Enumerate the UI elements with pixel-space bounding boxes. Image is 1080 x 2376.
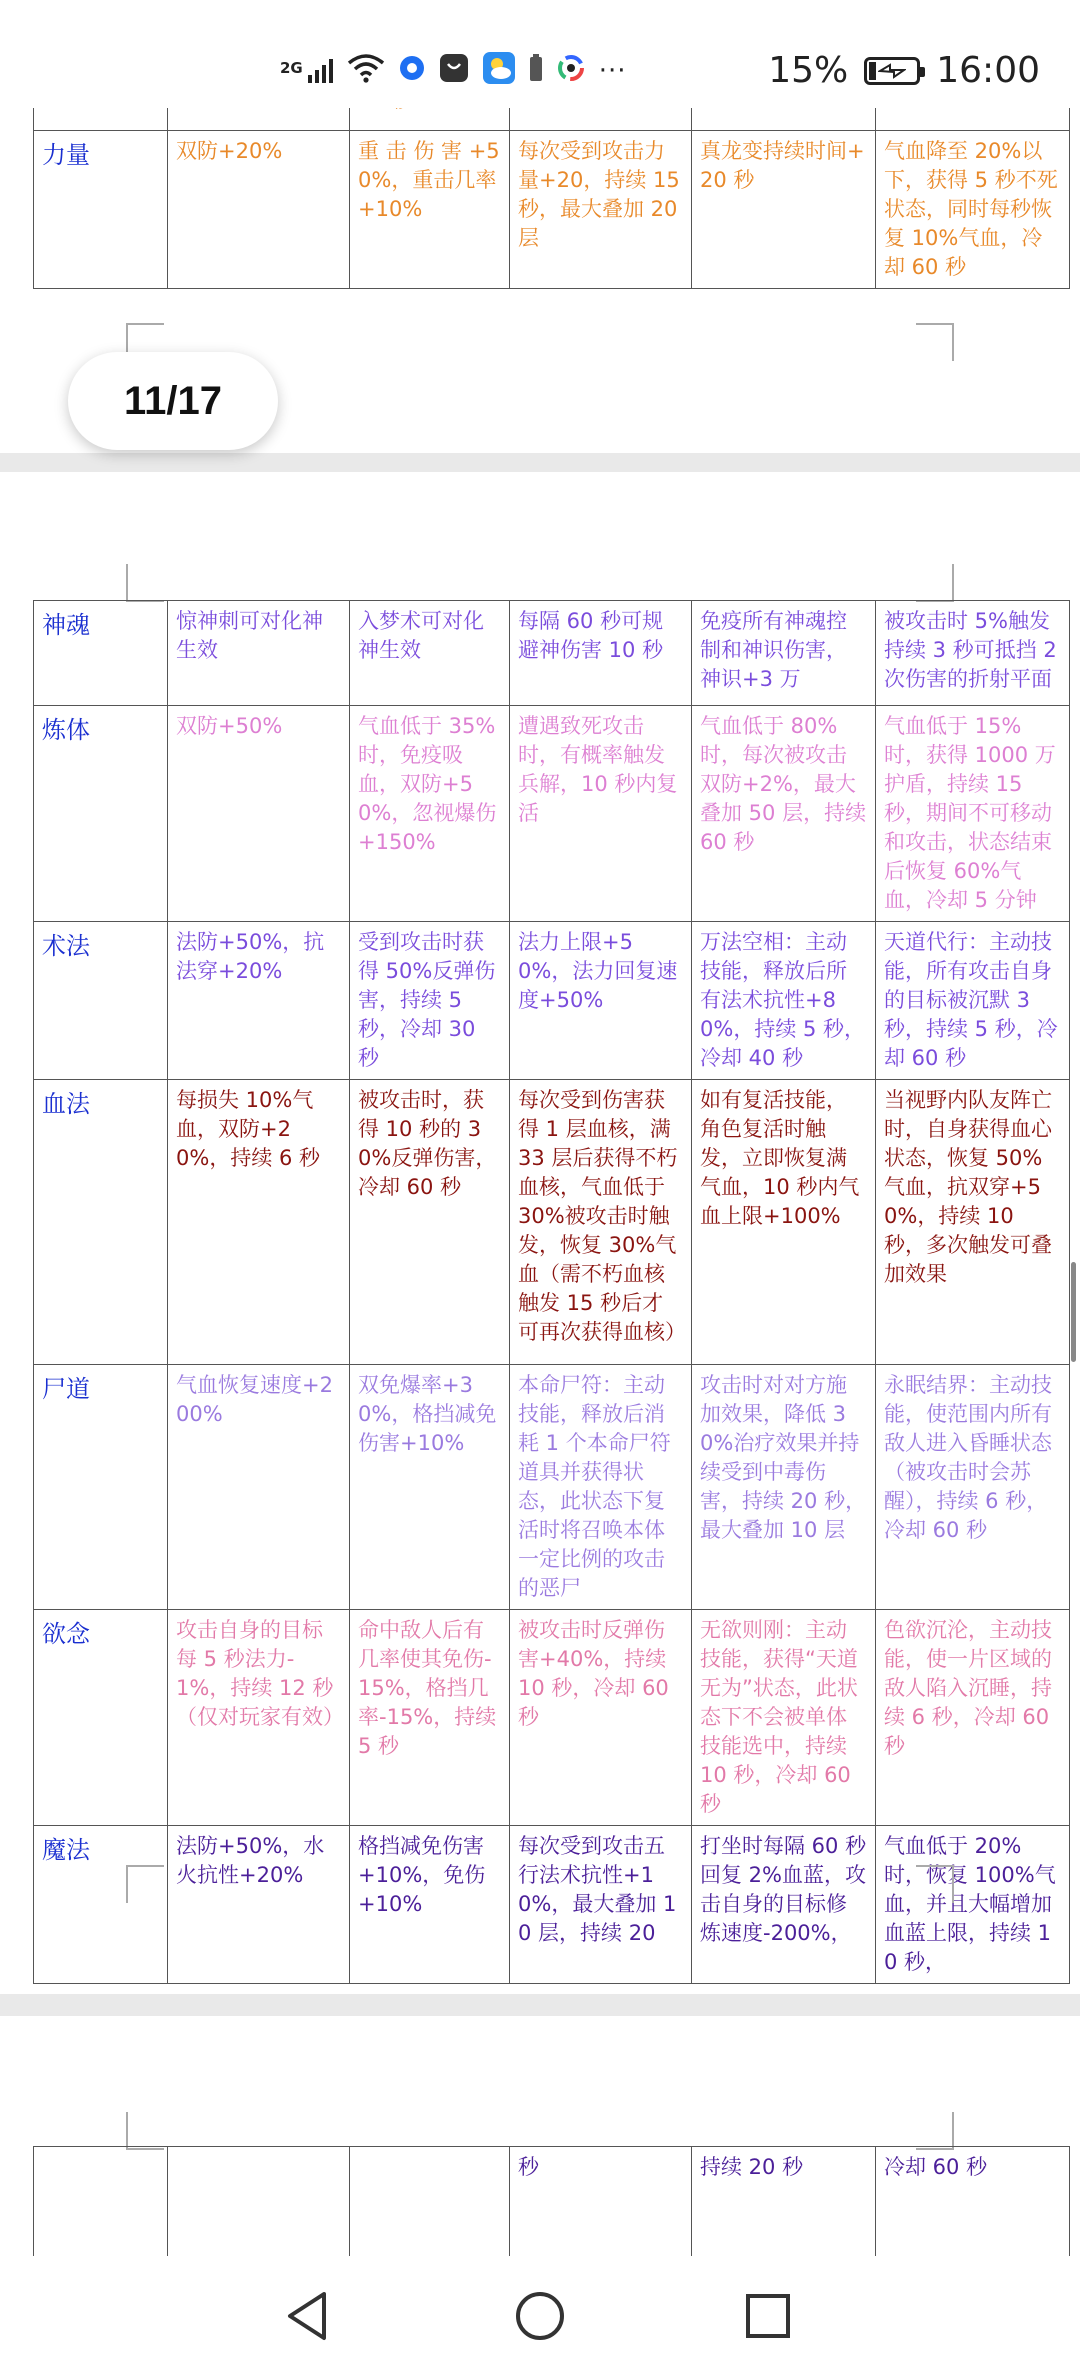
- table-cell: 天道代行：主动技能，所有攻击自身的目标被沉默 3 秒，持续 5 秒，冷却 60 秒: [876, 922, 1070, 1080]
- page-corner-mark: [916, 323, 954, 361]
- table-cell: 每隔 60 秒可规避神伤害 10 秒: [510, 601, 692, 706]
- wifi-icon: [347, 53, 385, 89]
- table-cell: 法防+50%，水火抗性+20%: [168, 1826, 350, 1984]
- table-cell: 受到攻击时获得 50%反弹伤害，持续 5 秒，冷却 30 秒: [350, 922, 510, 1080]
- table-cell: 秒: [510, 2147, 692, 2257]
- table-cell: 气血低于 15%时，获得 1000 万护盾，持续 15 秒，期间不可移动和攻击，状态结束后恢复 60%气血，冷却 5 分钟: [876, 706, 1070, 922]
- attribute-table-top: [33, 100, 1070, 289]
- row-attribute-label: 力量: [34, 130, 168, 288]
- page-corner-mark: [916, 564, 954, 602]
- table-row: [34, 706, 1070, 922]
- table-cell: 无欲则刚：主动技能，获得“天道无为”状态，此状态下不会被单体技能选中，持续 10 秒，冷却 60 秒: [692, 1610, 876, 1826]
- table-row: [34, 1610, 1070, 1826]
- weather-icon: [483, 52, 515, 90]
- table-cell: 双防+20%: [168, 130, 350, 288]
- color-ring-icon: [557, 54, 585, 88]
- table-cell: 气血降至 20%以下，获得 5 秒不死状态，同时每秒恢复 10%气血，冷却 60 秒: [876, 130, 1070, 288]
- row-attribute-label: 神魂: [34, 601, 168, 706]
- table-cell: 格挡减免伤害+10%，免伤+10%: [350, 1826, 510, 1984]
- network-type: 2G: [280, 59, 303, 77]
- page-corner-mark: [126, 2112, 164, 2150]
- page-corner-mark: [126, 1865, 164, 1903]
- row-attribute-label: 欲念: [34, 1610, 168, 1826]
- status-icons-right: [768, 50, 1040, 91]
- clock: 16:00: [936, 50, 1040, 91]
- table-cell: 当视野内队友阵亡时，自身获得血心状态，恢复 50%气血，抗双穿+50%，持续 10 秒，多次触发可叠加效果: [876, 1080, 1070, 1365]
- table-cell: 法防+50%，抗法穿+20%: [168, 922, 350, 1080]
- battery-icon: [864, 57, 920, 85]
- table-cell: 每次受到伤害获得 1 层血核，满 33 层后获得不朽血核，气血低于 30%被攻击时触发，恢复 30%气血（需不朽血核触发 15 秒后才可再次获得血核）: [510, 1080, 692, 1365]
- back-triangle-icon: [280, 2288, 336, 2344]
- table-cell: 冷却 60 秒: [876, 2147, 1070, 2257]
- row-attribute-label: 术法: [34, 922, 168, 1080]
- table-cell: 被攻击时反弹伤害+40%，持续 10 秒，冷却 60 秒: [510, 1610, 692, 1826]
- table-row: [34, 1365, 1070, 1610]
- table-cell: 每次受到攻击力量+20，持续 15 秒，最大叠加 20 层: [510, 130, 692, 288]
- table-cell: 遭遇致死攻击时，有概率触发兵解，10 秒内复活: [510, 706, 692, 922]
- table-cell: 重 击 伤 害 +50%，重击几率+10%: [350, 130, 510, 288]
- table-cell: 每损失 10%气血，双防+20%，持续 6 秒: [168, 1080, 350, 1365]
- table-cell: 法力上限+50%，法力回复速度+50%: [510, 922, 692, 1080]
- battery-fill: [869, 62, 876, 80]
- table-cell: 持续 20 秒: [692, 2147, 876, 2257]
- table-cell: [168, 2147, 350, 2257]
- table-cell: 双防+50%: [168, 706, 350, 922]
- table-cell: 惊神刺可对化神生效: [168, 601, 350, 706]
- status-bar: [0, 0, 1080, 108]
- more-dots-icon: ···: [598, 56, 627, 86]
- table-cell: 永眠结界：主动技能，使范围内所有敌人进入昏睡状态（被攻击时会苏醒），持续 6 秒，冷却 60 秒: [876, 1365, 1070, 1610]
- table-cell: 如有复活技能，角色复活时触发，立即恢复满气血，10 秒内气血上限+100%: [692, 1080, 876, 1365]
- status-icons-left: [280, 52, 627, 90]
- signal-icon: [280, 59, 333, 83]
- table-row: [34, 1826, 1070, 1984]
- recents-button[interactable]: [728, 2276, 808, 2356]
- page-corner-mark: [916, 1865, 954, 1903]
- table-cell: 命中敌人后有几率使其免伤-15%，格挡几率-15%，持续 5 秒: [350, 1610, 510, 1826]
- recents-square-icon: [740, 2288, 796, 2344]
- home-circle-icon: [512, 2288, 568, 2344]
- table-cell: 被攻击时 5%触发持续 3 秒可抵挡 2 次伤害的折射平面: [876, 601, 1070, 706]
- home-button[interactable]: [500, 2276, 580, 2356]
- table-cell: 攻击自身的目标每 5 秒法力-1%，持续 12 秒（仅对玩家有效）: [168, 1610, 350, 1826]
- table-row: [34, 2147, 1070, 2257]
- row-attribute-label: [34, 2147, 168, 2257]
- app-blue-circle-icon: [399, 55, 425, 87]
- small-battery-icon: [529, 54, 543, 88]
- table-cell: 被攻击时，获得 10 秒的 30%反弹伤害，冷却 60 秒: [350, 1080, 510, 1365]
- table-cell: 气血低于 35%时，免疫吸血，双防+50%，忽视爆伤+150%: [350, 706, 510, 922]
- navigation-bar: [0, 2256, 1080, 2376]
- row-attribute-label: 炼体: [34, 706, 168, 922]
- table-row: [34, 601, 1070, 706]
- table-row: [34, 922, 1070, 1080]
- table-row: [34, 130, 1070, 288]
- page-corner-mark: [126, 564, 164, 602]
- row-attribute-label: 尸道: [34, 1365, 168, 1610]
- table-cell: 攻击时对对方施加效果，降低 30%治疗效果并持续受到中毒伤害，持续 20 秒，最大叠加 10 层: [692, 1365, 876, 1610]
- charging-bolt-icon: [878, 62, 906, 80]
- table-cell: 色欲沉沦，主动技能，使一片区域的敌人陷入沉睡，持续 6 秒，冷却 60 秒: [876, 1610, 1070, 1826]
- table-cell: [350, 2147, 510, 2257]
- row-attribute-label: 血法: [34, 1080, 168, 1365]
- table-cell: 真龙变持续时间+20 秒: [692, 130, 876, 288]
- battery-percent: 15%: [768, 50, 849, 91]
- row-attribute-label: 魔法: [34, 1826, 168, 1984]
- table-cell: 打坐时每隔 60 秒回复 2%血蓝，攻击自身的目标修炼速度-200%，: [692, 1826, 876, 1984]
- attribute-table-main: [33, 600, 1070, 1984]
- scrollbar-thumb[interactable]: [1071, 1262, 1076, 1362]
- page-corner-mark: [916, 2112, 954, 2150]
- table-cell: 每次受到攻击五行法术抗性+10%，最大叠加 10 层，持续 20: [510, 1826, 692, 1984]
- document-page-main: [0, 472, 1080, 1994]
- table-cell: 本命尸符：主动技能，释放后消耗 1 个本命尸符道具并获得状态，此状态下复活时将召唤本体一定比例的攻击的恶尸: [510, 1365, 692, 1610]
- back-button[interactable]: [268, 2276, 348, 2356]
- table-cell: 气血低于 80%时，每次被攻击双防+2%，最大叠加 50 层，持续 60 秒: [692, 706, 876, 922]
- table-cell: 气血恢复速度+200%: [168, 1365, 350, 1610]
- table-cell: 入梦术可对化神生效: [350, 601, 510, 706]
- page-indicator: 11/17: [68, 352, 278, 450]
- table-row: [34, 1080, 1070, 1365]
- table-cell: 万法空相：主动技能，释放后所有法术抗性+80%，持续 5 秒，冷却 40 秒: [692, 922, 876, 1080]
- table-cell: 气血低于 20%时，恢复 100%气血，并且大幅增加血蓝上限，持续 10 秒，: [876, 1826, 1070, 1984]
- table-cell: 双免爆率+30%，格挡减免伤害+10%: [350, 1365, 510, 1610]
- table-cell: 免疫所有神魂控制和神识伤害，神识+3 万: [692, 601, 876, 706]
- bag-icon: [439, 53, 469, 89]
- document-page-next: [0, 2016, 1080, 2256]
